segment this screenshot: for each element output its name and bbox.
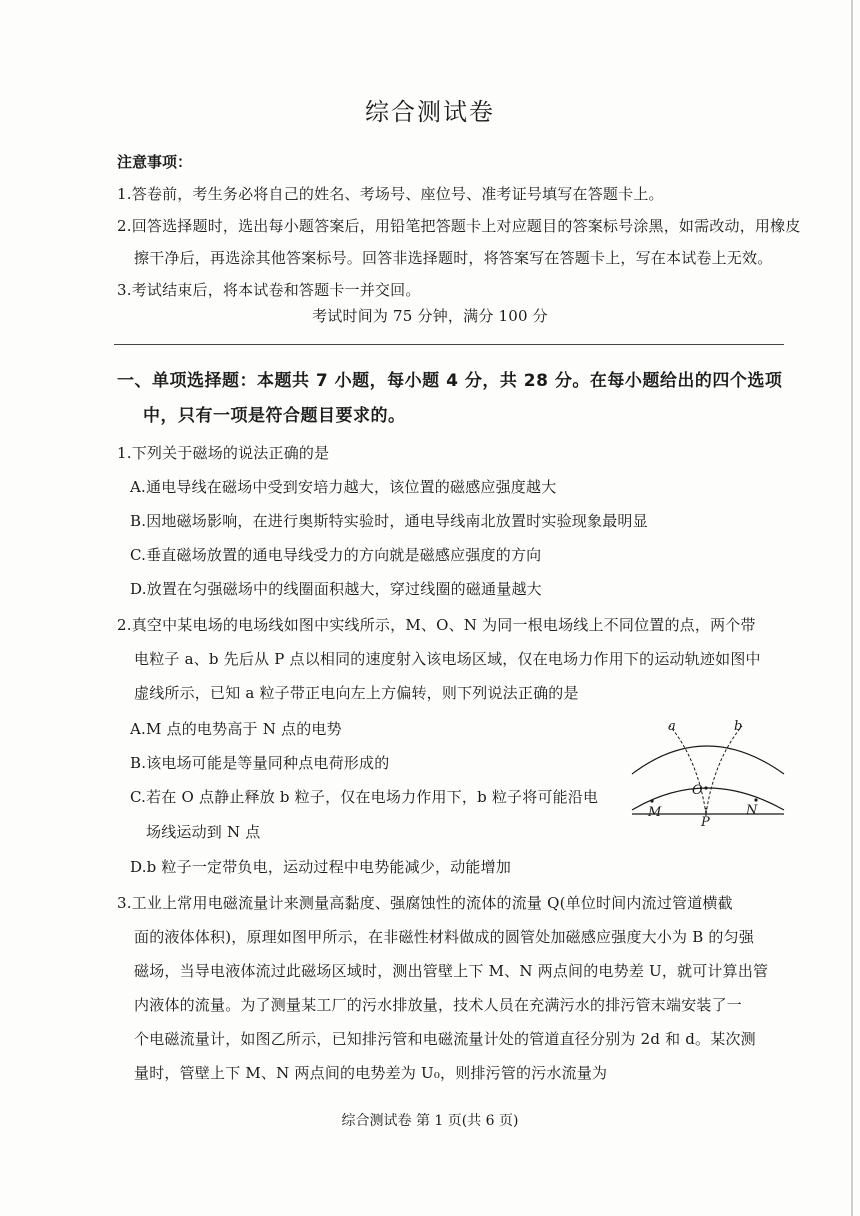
- label-n: N: [746, 803, 758, 818]
- notice-line: 3.考试结束后，将本试卷和答题卡一并交回。: [117, 281, 421, 299]
- q1-stem: 1.下列关于磁场的说法正确的是: [117, 444, 330, 462]
- q1-option-b: B.因地磁场影响，在进行奥斯特实验时，通电导线南北放置时实验现象最明显: [130, 512, 648, 530]
- q2-option-b: B.该电场可能是等量同种点电荷形成的: [130, 754, 390, 772]
- section-heading-cont: 中，只有一项是符合题目要求的。: [143, 406, 406, 426]
- notice-line: 1.答卷前，考生务必将自己的姓名、考场号、座位号、准考证号填写在答题卡上。: [117, 185, 664, 203]
- page-title: 综合测试卷: [365, 98, 495, 126]
- q3-stem: 面的液体体积)，原理如图甲所示，在非磁性材料做成的圆管处加磁感应强度大小为 B 的匀强: [134, 928, 755, 946]
- notice-line: 2.回答选择题时，选出每小题答案后，用铅笔把答题卡上对应题目的答案标号涂黑，如需改动，用橡皮: [117, 217, 801, 235]
- q3-stem: 内液体的流量。为了测量某工厂的污水排放量，技术人员在充满污水的排污管末端安装了一: [134, 996, 743, 1014]
- label-a: a: [668, 719, 676, 734]
- q2-stem: 电粒子 a、b 先后从 P 点以相同的速度射入该电场区域，仅在电场力作用下的运动轨迹如图中: [134, 650, 761, 668]
- electric-field-figure: [628, 716, 790, 826]
- q3-stem: 磁场，当导电液体流过此磁场区域时，测出管壁上下 M、N 两点间的电势差 U，就可计算出管: [134, 962, 769, 980]
- q3-stem: 量时，管壁上下 M、N 两点间的电势差为 U₀，则排污管的污水流量为: [134, 1064, 608, 1082]
- page-footer: 综合测试卷 第 1 页(共 6 页): [341, 1113, 519, 1129]
- q3-stem: 3.工业上常用电磁流量计来测量高黏度、强腐蚀性的流体的流量 Q(单位时间内流过管道横截: [117, 894, 733, 912]
- section-heading: 一、单项选择题：本题共 7 小题，每小题 4 分，共 28 分。在每小题给出的四个选项: [117, 371, 783, 391]
- q2-option-a: A.M 点的电势高于 N 点的电势: [130, 720, 342, 738]
- exam-info: 考试时间为 75 分钟，满分 100 分: [312, 307, 548, 325]
- q2-stem: 虚线所示，已知 a 粒子带正电向左上方偏转，则下列说法正确的是: [134, 684, 579, 702]
- q3-stem: 个电磁流量计，如图乙所示，已知排污管和电磁流量计处的管道直径分别为 2d 和 d。某次测: [134, 1030, 756, 1048]
- trajectory-a: [670, 726, 706, 814]
- q2-stem: 2.真空中某电场的电场线如图中实线所示，M、O、N 为同一根电场线上不同位置的点，两个带: [117, 616, 756, 634]
- label-m: M: [648, 805, 662, 820]
- label-o: O: [692, 783, 703, 798]
- scan-edge: [851, 0, 853, 1216]
- label-p: P: [701, 815, 710, 826]
- point-m: [650, 799, 653, 802]
- notice-heading: 注意事项：: [117, 153, 193, 171]
- q1-option-c: C.垂直磁场放置的通电导线受力的方向就是磁感应强度的方向: [130, 546, 542, 564]
- field-line-upper: [632, 746, 784, 774]
- q1-option-a: A.通电导线在磁场中受到安培力越大，该位置的磁感应强度越大: [130, 478, 557, 496]
- notice-line: 擦干净后，再选涂其他答案标号。回答非选择题时，将答案写在答题卡上，写在本试卷上无效。: [134, 249, 773, 267]
- q2-option-c: C.若在 O 点静止释放 b 粒子，仅在电场力作用下，b 粒子将可能沿电: [130, 788, 599, 806]
- trajectory-b: [706, 726, 742, 814]
- divider: [114, 344, 784, 345]
- q1-option-d: D.放置在匀强磁场中的线圈面积越大，穿过线圈的磁通量越大: [130, 580, 542, 598]
- q2-option-c-cont: 场线运动到 N 点: [146, 823, 261, 841]
- label-b: b: [734, 719, 743, 734]
- point-o: [704, 786, 707, 789]
- point-n: [754, 798, 757, 801]
- q2-option-d: D.b 粒子一定带负电，运动过程中电势能减少，动能增加: [130, 858, 512, 876]
